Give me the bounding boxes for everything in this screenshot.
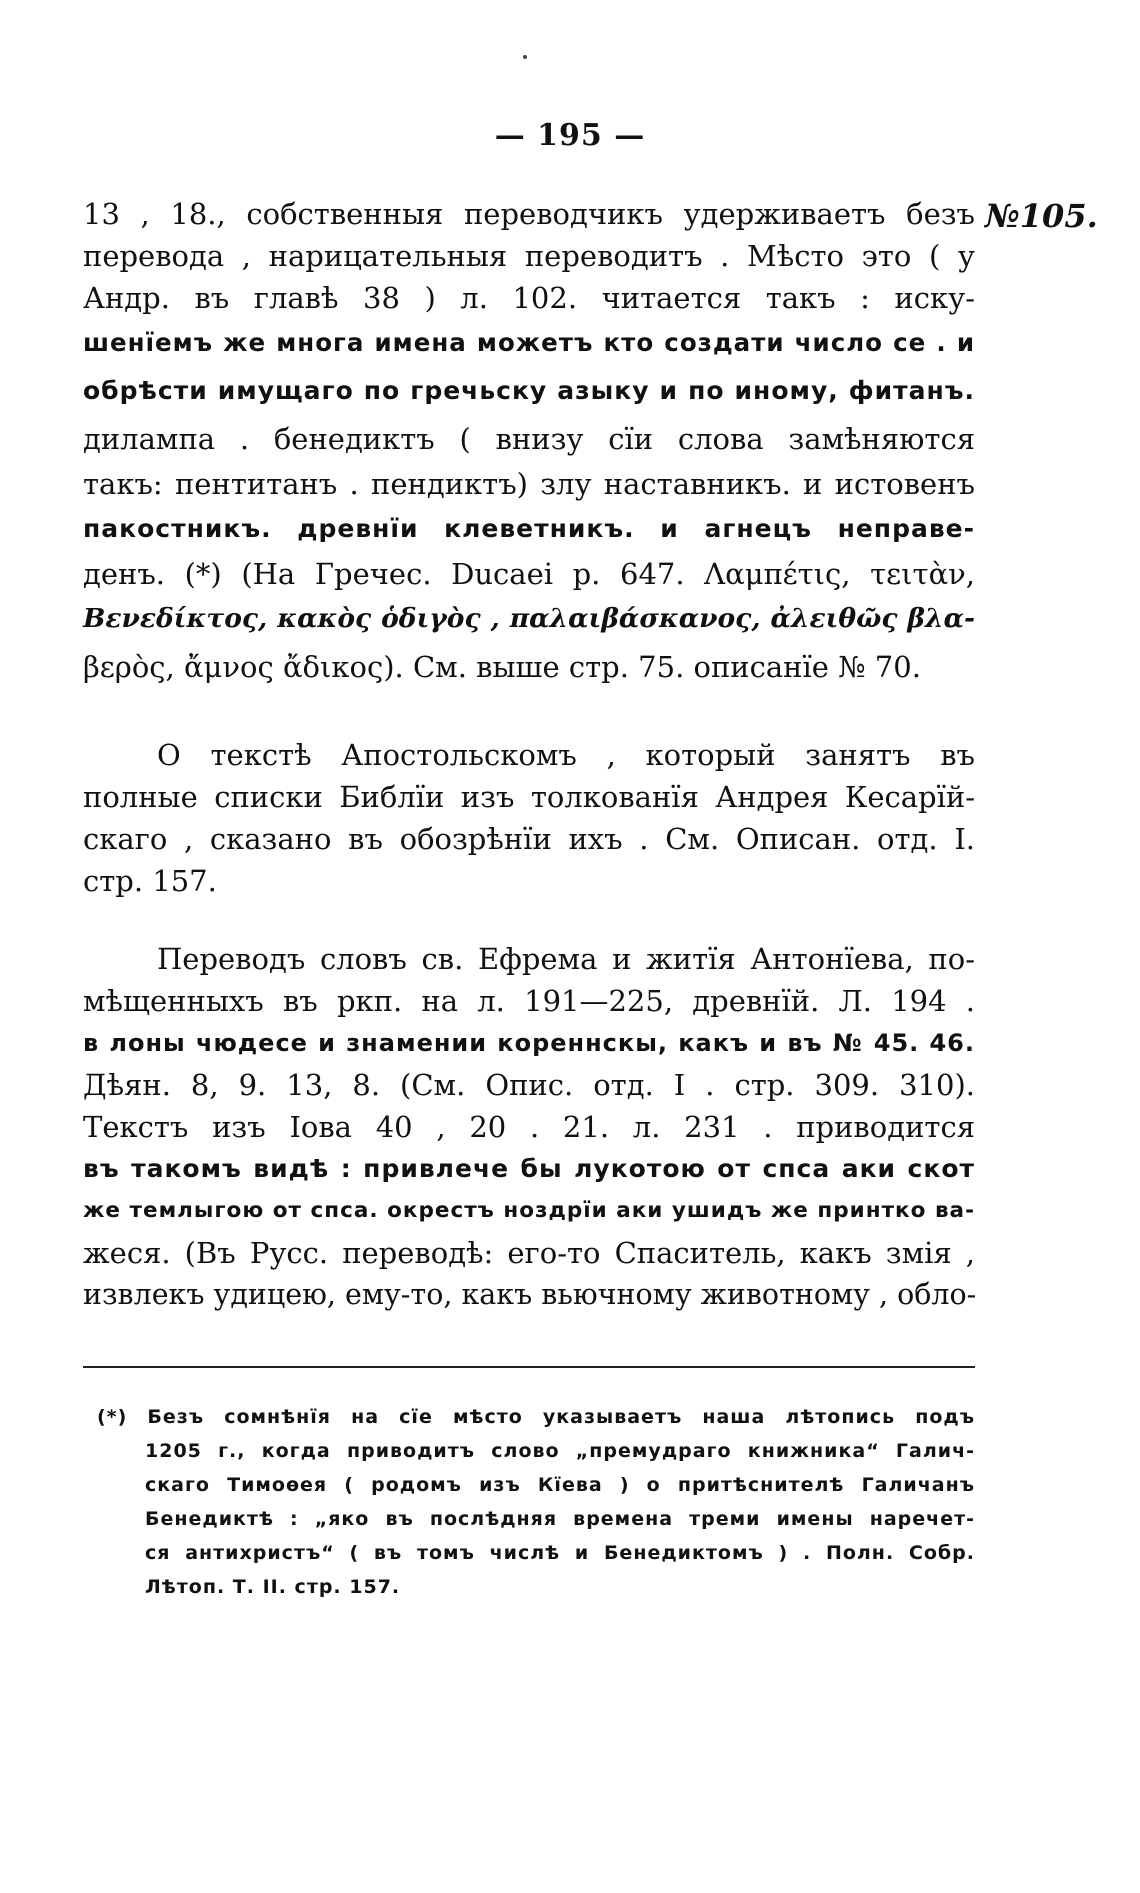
church-slavonic-line: въ такомъ видѣ : привлече бы лукотою от спса аки скот xyxy=(83,1154,975,1183)
footnote-line: скаго Тимоѳея ( родомъ изъ Кїева ) о притѣснителѣ Галичанъ xyxy=(145,1474,975,1496)
footnote-line: ся антихристъ“ ( въ томъ числѣ и Бенедиктомъ ) . Полн. Собр. xyxy=(145,1542,975,1564)
text-line: βερὸς, ἄμνος ἄδικος). См. выше стр. 75. описанїе № 70. xyxy=(83,650,921,684)
paragraph-3 xyxy=(83,938,975,1316)
text-line: скаго , сказано въ обозрѣнїи ихъ . См. Описан. отд. I. xyxy=(83,822,975,856)
text-line: Текстъ изъ Iова 40 , 20 . 21. л. 231 . приводится xyxy=(83,1110,975,1144)
text-line: такъ: пентитанъ . пендиктъ) злу наставникъ. и истовенъ xyxy=(83,467,975,501)
text-line: мѣщенныхъ въ ркп. на л. 191—225, древнїй. Л. 194 . xyxy=(83,984,975,1018)
footnote-divider xyxy=(83,1366,975,1368)
text-line: полные списки Библїи изъ толкованїя Андрея Кесарїй- xyxy=(83,780,975,814)
text-line: Переводъ словъ св. Ефрема и житїя Антонїева, по- xyxy=(157,942,975,976)
church-slavonic-line: пакостникъ. древнїи клеветникъ. и агнецъ неправе- xyxy=(83,514,975,543)
footnote-line: Лѣтоп. Т. II. стр. 157. xyxy=(145,1576,401,1598)
text-line: денъ. (*) (На Гречес. Ducaei p. 647. Λαμπέτις, τειτὰν, xyxy=(83,557,975,591)
printer-mark xyxy=(523,55,527,59)
footnote-line: (*) Безъ сомнѣнїя на сїе мѣсто указываетъ наша лѣтопись подъ xyxy=(97,1406,975,1428)
text-line: перевода , нарицательныя переводитъ . Мѣсто это ( у xyxy=(83,239,975,273)
text-line: О текстѣ Апостольскомъ , который занятъ въ xyxy=(157,738,975,772)
text-line: дилампа . бенедиктъ ( внизу сїи слова замѣняются xyxy=(83,422,975,456)
footnote-line: Бенедиктѣ : „яко въ послѣдняя времена треми имены наречет- xyxy=(145,1508,975,1530)
church-slavonic-line: в лоны чюдесе и знамении кореннскы, какъ и въ № 45. 46. xyxy=(83,1029,975,1057)
text-line: извлекъ удицею, ему-то, какъ вьючному животному , обло- xyxy=(83,1278,977,1311)
text-line: 13 , 18., собственныя переводчикъ удерживаетъ безъ xyxy=(83,197,975,231)
text-line: стр. 157. xyxy=(83,864,217,898)
margin-note-manuscript-number: №105. xyxy=(985,197,1098,235)
church-slavonic-line: шенїемъ же многа имена можетъ кто создати число се . и xyxy=(83,328,975,357)
text-line: жеся. (Въ Русс. переводѣ: его-то Спаситель, какъ змія , xyxy=(83,1236,975,1270)
church-slavonic-line: же темлыгою от спса. окрестъ ноздрїи аки ушидъ же принтко ва- xyxy=(83,1198,975,1223)
text-line: Андр. въ главѣ 38 ) л. 102. читается такъ : иску- xyxy=(83,281,975,315)
footnote xyxy=(83,1400,975,1604)
paragraph-1 xyxy=(83,193,975,691)
footnote-line: 1205 г., когда приводитъ слово „премудраго книжника“ Галич- xyxy=(145,1440,975,1462)
greek-line: Βενεδίκτος, κακὸς ὁδιγὸς , παλαιβάσκανος, ἀλειθῶς βλα- xyxy=(83,603,975,634)
paragraph-2 xyxy=(83,734,975,902)
text-line: Дѣян. 8, 9. 13, 8. (См. Опис. отд. I . стр. 309. 310). xyxy=(83,1068,975,1102)
page-number: — 195 — xyxy=(494,118,646,153)
church-slavonic-line: обрѣсти имущаго по гречьску азыку и по иному, фитанъ. xyxy=(83,376,975,405)
